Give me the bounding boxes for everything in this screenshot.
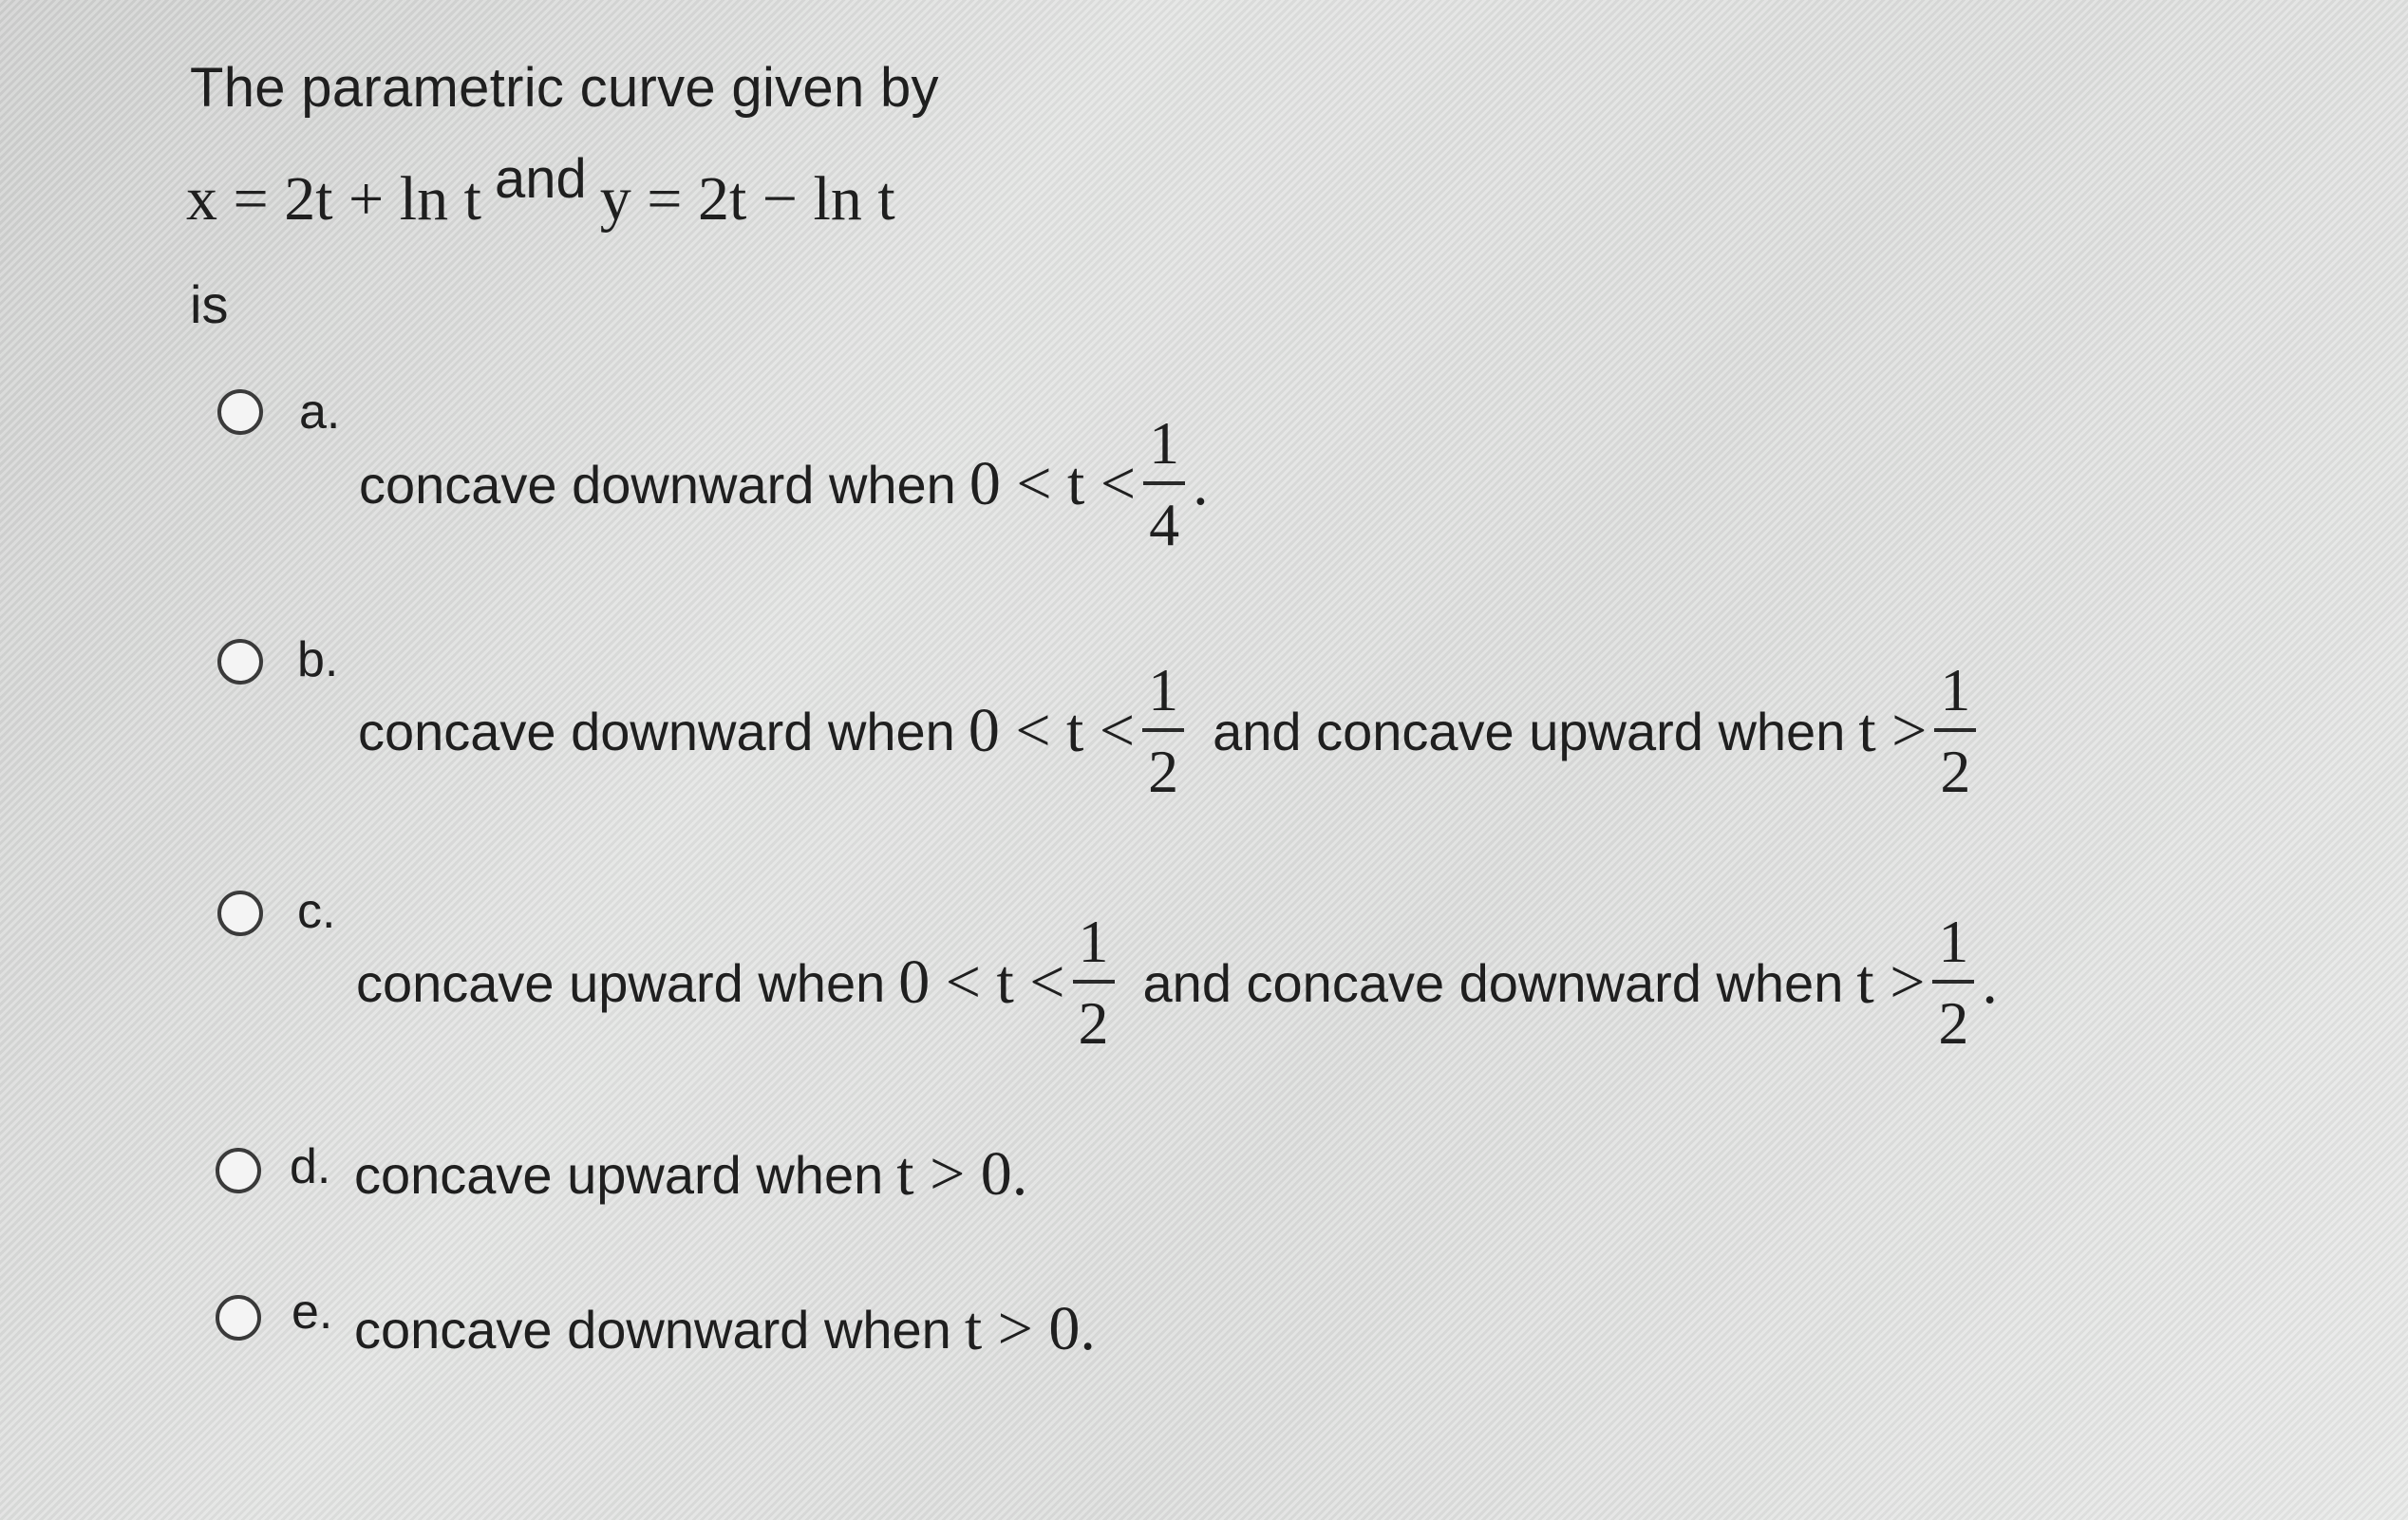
x-equation: x = 2t + ln t — [186, 164, 481, 234]
fraction-denominator: 2 — [1940, 738, 1971, 805]
option-d-text: concave upward when — [354, 1144, 884, 1205]
option-e-text: concave downward when — [354, 1299, 951, 1360]
option-d-inequality: t > 0. — [896, 1139, 1028, 1209]
option-c-text1: concave upward when — [356, 952, 886, 1013]
option-a-body — [359, 409, 1209, 558]
option-a-text: concave downward when — [359, 454, 956, 515]
option-c-letter: c. — [297, 884, 336, 939]
fraction-numerator: 1 — [1149, 409, 1180, 477]
option-c-body — [356, 908, 1998, 1057]
fraction-denominator: 4 — [1149, 491, 1180, 558]
option-b-fraction1 — [1142, 656, 1184, 805]
question-tail: is — [190, 274, 229, 334]
option-b-inequality1: 0 < t < — [968, 696, 1136, 765]
question-intro: The parametric curve given by — [190, 57, 939, 119]
fraction-denominator: 2 — [1078, 989, 1109, 1057]
radio-c[interactable] — [217, 891, 263, 936]
fraction-numerator: 1 — [1938, 908, 1969, 975]
option-d-body — [354, 1138, 1027, 1210]
fraction-numerator: 1 — [1148, 656, 1179, 723]
option-d-letter: d. — [290, 1139, 331, 1194]
question-text — [190, 55, 939, 122]
option-e-body — [354, 1293, 1096, 1365]
option-c-inequality2: t > — [1856, 948, 1926, 1017]
option-a-period: . — [1193, 449, 1209, 518]
option-b-body — [358, 656, 1984, 805]
option-a-letter: a. — [299, 385, 341, 440]
option-a-inequality: 0 < t < — [969, 449, 1137, 518]
fraction-denominator: 2 — [1938, 989, 1969, 1057]
option-a-fraction — [1143, 409, 1185, 558]
option-c-fraction2 — [1932, 908, 1974, 1057]
option-b-text2: and concave upward when — [1213, 701, 1846, 761]
radio-d[interactable] — [216, 1148, 261, 1193]
option-b-text1: concave downward when — [358, 701, 955, 761]
option-b-fraction2 — [1934, 656, 1976, 805]
option-b-letter: b. — [297, 632, 339, 687]
fraction-denominator: 2 — [1148, 738, 1179, 805]
option-c-text2: and concave downward when — [1142, 952, 1844, 1013]
option-c-inequality1: 0 < t < — [898, 948, 1065, 1017]
fraction-numerator: 1 — [1078, 908, 1109, 975]
option-b-inequality2: t > — [1858, 696, 1928, 765]
option-c-period: . — [1982, 948, 1998, 1017]
radio-e[interactable] — [216, 1295, 261, 1341]
option-e-letter: e. — [292, 1285, 333, 1340]
radio-b[interactable] — [217, 639, 263, 685]
radio-a[interactable] — [217, 389, 263, 435]
and-connector: and — [494, 148, 587, 210]
y-equation: y = 2t − ln t — [599, 164, 895, 234]
option-e-inequality: t > 0. — [964, 1294, 1096, 1363]
fraction-numerator: 1 — [1940, 656, 1971, 723]
parametric-equations — [186, 147, 895, 235]
option-c-fraction1 — [1073, 908, 1115, 1057]
